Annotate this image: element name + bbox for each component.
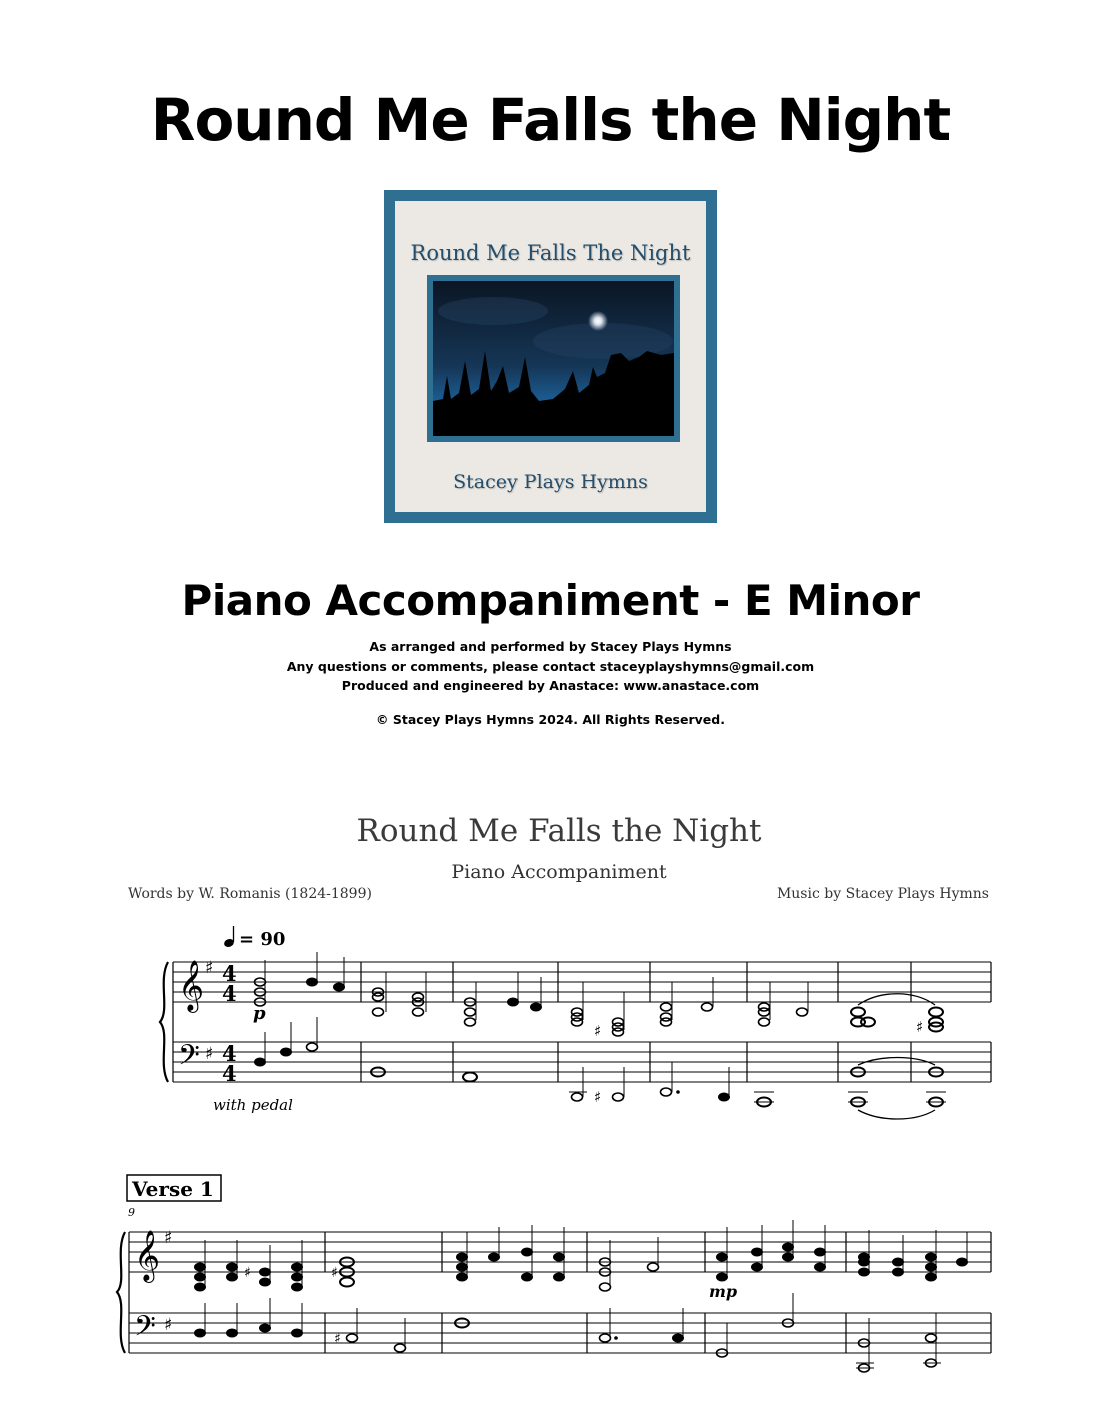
score-subtitle: Piano Accompaniment <box>451 861 667 883</box>
tempo-value: = 90 <box>239 929 286 950</box>
svg-text:4: 4 <box>222 1041 237 1066</box>
sharp-key-icon: ♯ <box>164 1228 173 1248</box>
page-title: Round Me Falls the Night <box>150 86 951 154</box>
bass-clef-icon: 𝄢 <box>178 1039 200 1079</box>
pedal-instruction: with pedal <box>213 1096 293 1114</box>
sharp-icon: ♯ <box>244 1265 251 1281</box>
arrangement-subtitle: Piano Accompaniment - E Minor <box>181 576 920 625</box>
lyricist-credit: Words by W. Romanis (1824-1899) <box>128 886 372 902</box>
sharp-key-icon: ♯ <box>164 1315 173 1335</box>
svg-text:4: 4 <box>222 981 237 1006</box>
sharp-key-icon: ♯ <box>205 1044 214 1064</box>
tempo-marking <box>223 926 285 950</box>
dynamic-marking: mp <box>709 1282 738 1301</box>
time-signature <box>222 961 237 1086</box>
treble-clef-icon: 𝄞 <box>178 960 205 1011</box>
sharp-icon: ♯ <box>916 1018 924 1036</box>
bass-clef-icon: 𝄢 <box>134 1310 156 1350</box>
credit-line: Produced and engineered by Anastace: www.anastace.com <box>341 678 760 693</box>
svg-text:4: 4 <box>222 961 237 986</box>
grand-staff-brace <box>117 1232 125 1353</box>
bass-staff-1 <box>173 1042 991 1082</box>
barlines-1 <box>361 962 991 1082</box>
sharp-icon: ♯ <box>594 1022 602 1040</box>
album-cover-artist: Stacey Plays Hymns <box>453 471 648 493</box>
treble-clef-icon: 𝄞 <box>134 1230 161 1281</box>
treble-staff-1 <box>173 962 991 1002</box>
measure-number: 9 <box>128 1206 135 1219</box>
sharp-icon: ♯ <box>594 1088 602 1106</box>
sharp-key-icon: ♯ <box>205 958 214 978</box>
credit-line: Any questions or comments, please contact staceyplayshymns@gmail.com <box>286 658 815 674</box>
credit-line: As arranged and performed by Stacey Plays Hymns <box>369 639 732 654</box>
grand-staff-brace <box>160 962 168 1082</box>
sharp-icon: ♯ <box>331 1265 338 1281</box>
treble-notes-1 <box>255 952 944 1040</box>
score-title: Round Me Falls the Night <box>356 813 762 849</box>
copyright-notice: © Stacey Plays Hymns 2024. All Rights Reserved. <box>376 712 725 727</box>
rehearsal-mark: Verse 1 <box>132 1177 214 1201</box>
composer-credit: Music by Stacey Plays Hymns <box>776 886 989 902</box>
treble-notes-2 <box>195 1220 968 1291</box>
sharp-icon: ♯ <box>334 1331 341 1347</box>
dynamic-marking: p <box>253 1003 266 1024</box>
album-cover-title: Round Me Falls The Night <box>410 241 691 265</box>
svg-text:4: 4 <box>222 1061 237 1086</box>
